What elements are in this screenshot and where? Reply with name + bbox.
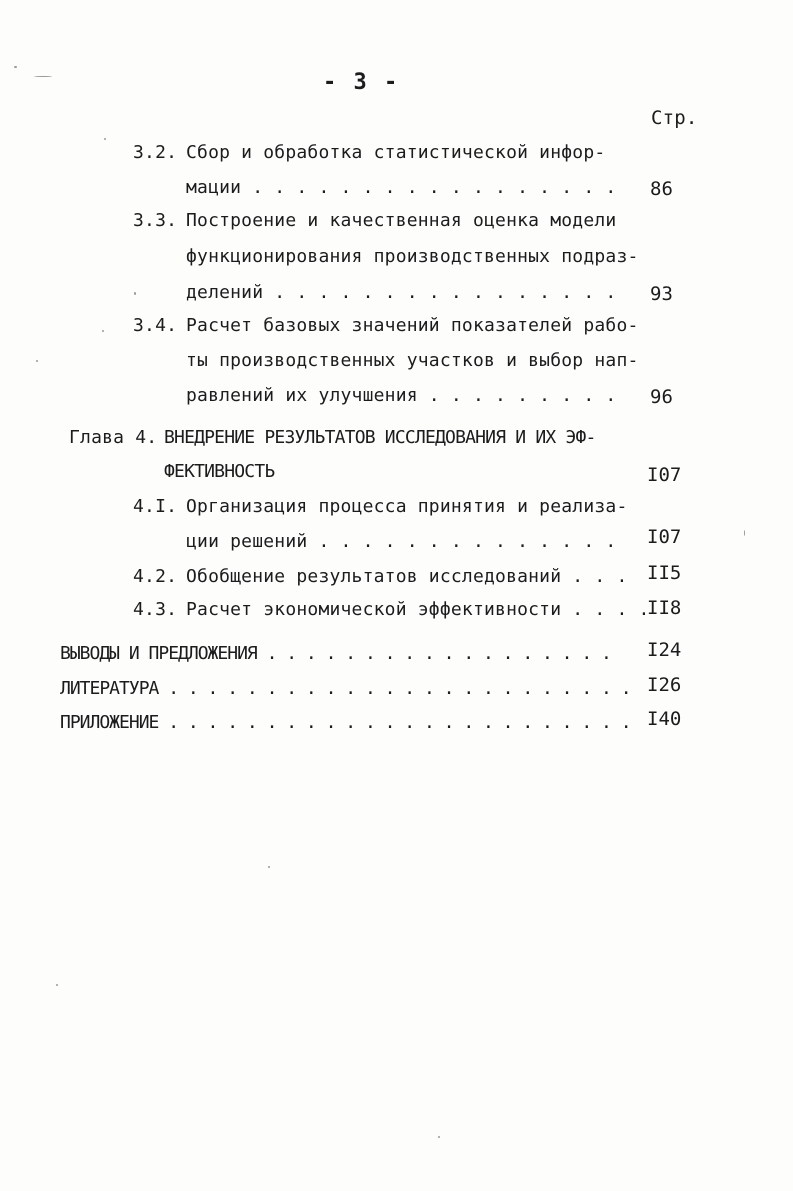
toc-chapter-title-line: ВНЕДРЕНИЕ РЕЗУЛЬТАТОВ ИССЛЕДОВАНИЯ И ИХ ЭФ- xyxy=(164,427,596,448)
toc-entry-title-line: Построение и качественная оценка модели xyxy=(186,210,617,231)
toc-entry-title-line: делений . . . . . . . . . . . . . . . . xyxy=(186,282,617,303)
scan-speck xyxy=(134,292,136,295)
toc-entry-title-line: функционирования производственных подраз- xyxy=(186,246,639,267)
scan-speck xyxy=(744,530,745,536)
toc-entry-title-line: Организация процесса принятия и реализа- xyxy=(186,496,628,517)
page-number: - 3 - xyxy=(323,70,400,95)
toc-entry-number: 3.2. xyxy=(133,142,178,163)
toc-entry-number: 3.3. xyxy=(133,210,178,231)
toc-entry-number: 4.I. xyxy=(133,496,178,517)
toc-section-title: ПРИЛОЖЕНИЕ . . . . . . . . . . . . . . . . . . . . . . . . xyxy=(60,712,631,733)
scan-speck xyxy=(34,76,52,77)
toc-entry-page: II8 xyxy=(647,597,682,619)
scan-speck xyxy=(104,138,106,140)
toc-chapter-page: I07 xyxy=(647,464,682,486)
toc-section-page: I40 xyxy=(647,708,682,730)
scan-speck xyxy=(36,360,38,362)
toc-entry-title-line: Сбор и обработка статистической инфор- xyxy=(186,142,606,163)
page-column-header: Стр. xyxy=(651,107,698,129)
toc-section-page: I24 xyxy=(647,639,682,661)
toc-entry-title-line: Расчет базовых значений показателей рабо- xyxy=(186,315,639,336)
toc-entry-page: 93 xyxy=(650,283,673,305)
toc-entry-number: 3.4. xyxy=(133,315,178,336)
toc-entry-title-line: ты производственных участков и выбор нап- xyxy=(186,350,639,371)
toc-entry-title-line: Обобщение результатов исследований . . . xyxy=(186,566,628,587)
scan-speck xyxy=(56,984,58,986)
toc-entry-title-line: Расчет экономической эффективности . . . . xyxy=(186,599,650,620)
toc-entry-page: II5 xyxy=(647,562,682,584)
toc-entry-page: 86 xyxy=(650,178,673,200)
toc-section-title: ВЫВОДЫ И ПРЕДЛОЖЕНИЯ . . . . . . . . . . . . . . . . . . xyxy=(60,643,611,664)
toc-entry-number: 4.2. xyxy=(133,566,178,587)
toc-entry-page: 96 xyxy=(650,386,673,408)
toc-section-title: ЛИТЕРАТУРА . . . . . . . . . . . . . . . . . . . . . . . . xyxy=(60,678,631,699)
scan-speck xyxy=(102,330,104,332)
toc-entry-page: I07 xyxy=(647,526,682,548)
toc-section-page: I26 xyxy=(647,674,682,696)
scan-speck xyxy=(14,66,17,68)
toc-entry-title-line: равлений их улучшения . . . . . . . . . xyxy=(186,385,617,406)
toc-entry-title-line: мации . . . . . . . . . . . . . . . . . xyxy=(186,177,617,198)
scan-speck xyxy=(438,1136,440,1138)
toc-entry-title-line: ции решений . . . . . . . . . . . . . . xyxy=(186,531,617,552)
toc-chapter-number: Глава 4. xyxy=(69,427,158,448)
scan-speck xyxy=(268,866,270,868)
toc-chapter-title-line: ФЕКТИВНОСТЬ xyxy=(164,461,275,482)
toc-entry-number: 4.3. xyxy=(133,599,178,620)
